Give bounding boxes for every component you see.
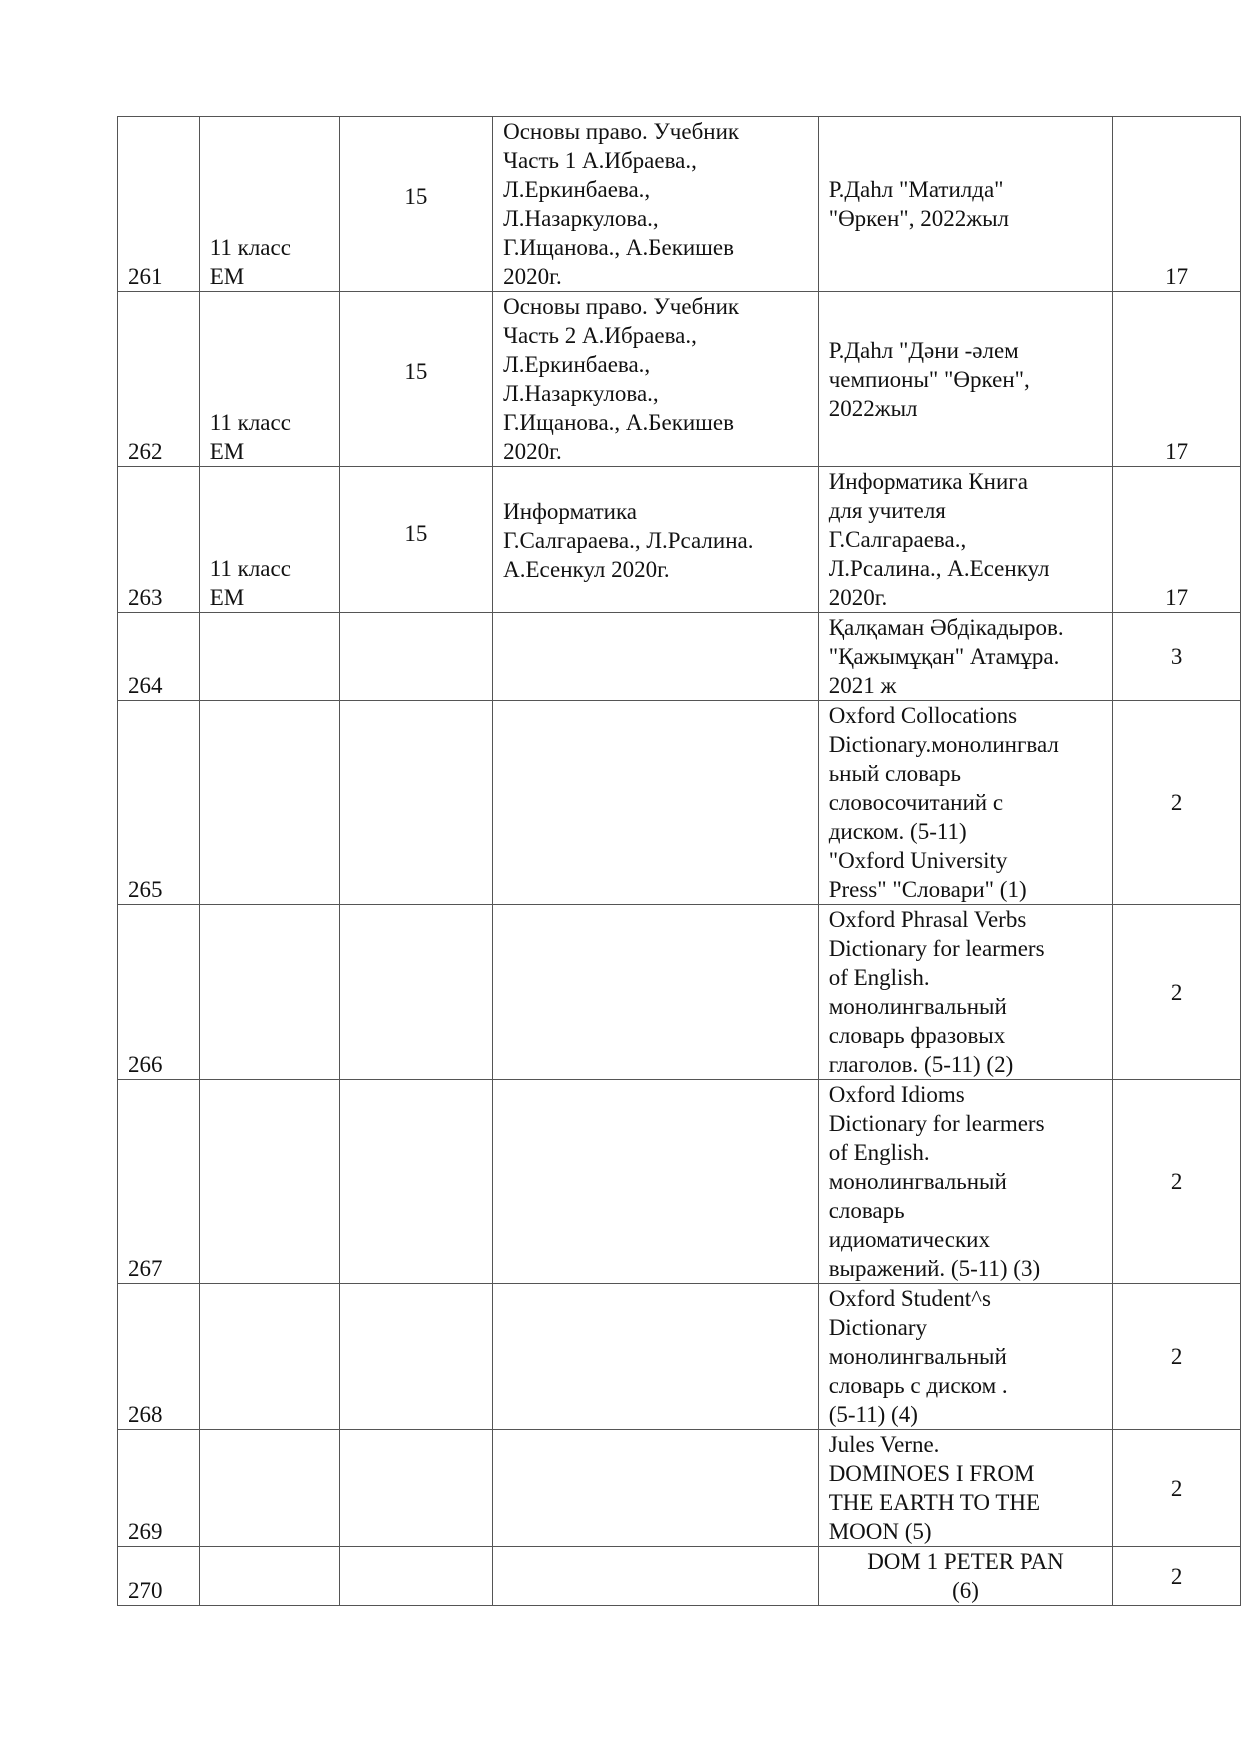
class-cell: 11 класс ЕМ — [199, 117, 339, 292]
class-cell — [199, 613, 339, 701]
table-row — [118, 467, 1241, 613]
textbook-cell — [493, 1547, 819, 1606]
count-cell: 2 — [1113, 905, 1241, 1080]
count-cell: 2 — [1113, 1284, 1241, 1430]
class-cell — [199, 1080, 339, 1284]
count-cell: 2 — [1113, 1430, 1241, 1547]
textbook-cell — [493, 613, 819, 701]
quantity-cell — [339, 1080, 492, 1284]
class-cell: 11 класс ЕМ — [199, 292, 339, 467]
extra-book-cell: Oxford Idioms Dictionary for learmers of English. монолингвальный словарь идиоматических выражений. (5-11) (3) — [818, 1080, 1113, 1284]
textbook-cell — [493, 905, 819, 1080]
class-cell — [199, 1430, 339, 1547]
quantity-cell — [339, 701, 492, 905]
textbook-cell: Информатика Г.Салгараева., Л.Рсалина. А.Есенкул 2020г. — [493, 467, 819, 613]
book-list-table — [117, 116, 1241, 1606]
quantity-cell — [339, 1430, 492, 1547]
row-number: 264 — [118, 613, 200, 701]
quantity-cell — [339, 613, 492, 701]
textbook-cell — [493, 1080, 819, 1284]
count-cell: 3 — [1113, 613, 1241, 701]
textbook-cell — [493, 701, 819, 905]
row-number: 263 — [118, 467, 200, 613]
quantity-cell — [339, 905, 492, 1080]
quantity-cell — [339, 1547, 492, 1606]
count-cell: 2 — [1113, 701, 1241, 905]
extra-book-cell: Қалқаман Әбдікадыров. "Қажымұқан" Атамұра. 2021 ж — [818, 613, 1113, 701]
textbook-cell — [493, 1430, 819, 1547]
textbook-cell — [493, 1284, 819, 1430]
row-number: 261 — [118, 117, 200, 292]
row-number: 268 — [118, 1284, 200, 1430]
table-row — [118, 701, 1241, 905]
count-cell: 2 — [1113, 1547, 1241, 1606]
quantity-cell — [339, 1284, 492, 1430]
table-row — [118, 613, 1241, 701]
row-number: 270 — [118, 1547, 200, 1606]
class-cell — [199, 701, 339, 905]
extra-book-cell: Oxford Student^s Dictionary монолингвальный словарь с диском . (5-11) (4) — [818, 1284, 1113, 1430]
extra-book-cell: Р.Даhл "Матилда" "Өркен", 2022жыл — [818, 117, 1113, 292]
extra-book-cell: Oxford Collocations Dictionary.монолингвал ьный словарь словосочитаний с диском. (5-11) "Oxford University Press" "Словари" (1) — [818, 701, 1113, 905]
table-row — [118, 292, 1241, 467]
table-row — [118, 1284, 1241, 1430]
row-number: 265 — [118, 701, 200, 905]
extra-book-cell: Oxford Phrasal Verbs Dictionary for learmers of English. монолингвальный словарь фразовых глаголов. (5-11) (2) — [818, 905, 1113, 1080]
class-cell — [199, 905, 339, 1080]
table-row — [118, 1080, 1241, 1284]
count-cell: 17 — [1113, 292, 1241, 467]
class-cell — [199, 1284, 339, 1430]
table-row — [118, 117, 1241, 292]
count-cell: 2 — [1113, 1080, 1241, 1284]
quantity-cell: 15 — [339, 117, 492, 292]
count-cell: 17 — [1113, 117, 1241, 292]
extra-book-cell: DOM 1 PETER PAN (6) — [818, 1547, 1113, 1606]
row-number: 262 — [118, 292, 200, 467]
quantity-cell: 15 — [339, 467, 492, 613]
extra-book-cell: Р.Даhл "Дәни -әлем чемпионы" "Өркен", 2022жыл — [818, 292, 1113, 467]
table-row — [118, 905, 1241, 1080]
count-cell: 17 — [1113, 467, 1241, 613]
table-row — [118, 1430, 1241, 1547]
quantity-cell: 15 — [339, 292, 492, 467]
class-cell — [199, 1547, 339, 1606]
row-number: 269 — [118, 1430, 200, 1547]
table-row — [118, 1547, 1241, 1606]
row-number: 266 — [118, 905, 200, 1080]
extra-book-cell: Информатика Книга для учителя Г.Салгараева., Л.Рсалина., А.Есенкул 2020г. — [818, 467, 1113, 613]
textbook-cell: Основы право. Учебник Часть 2 А.Ибраева., Л.Еркинбаева., Л.Назаркулова., Г.Ищанова., А.Бекишев 2020г. — [493, 292, 819, 467]
extra-book-cell: Jules Verne. DOMINOES I FROM THE EARTH TO THE MOON (5) — [818, 1430, 1113, 1547]
class-cell: 11 класс ЕМ — [199, 467, 339, 613]
textbook-cell: Основы право. Учебник Часть 1 А.Ибраева., Л.Еркинбаева., Л.Назаркулова., Г.Ищанова., А.Бекишев 2020г. — [493, 117, 819, 292]
row-number: 267 — [118, 1080, 200, 1284]
